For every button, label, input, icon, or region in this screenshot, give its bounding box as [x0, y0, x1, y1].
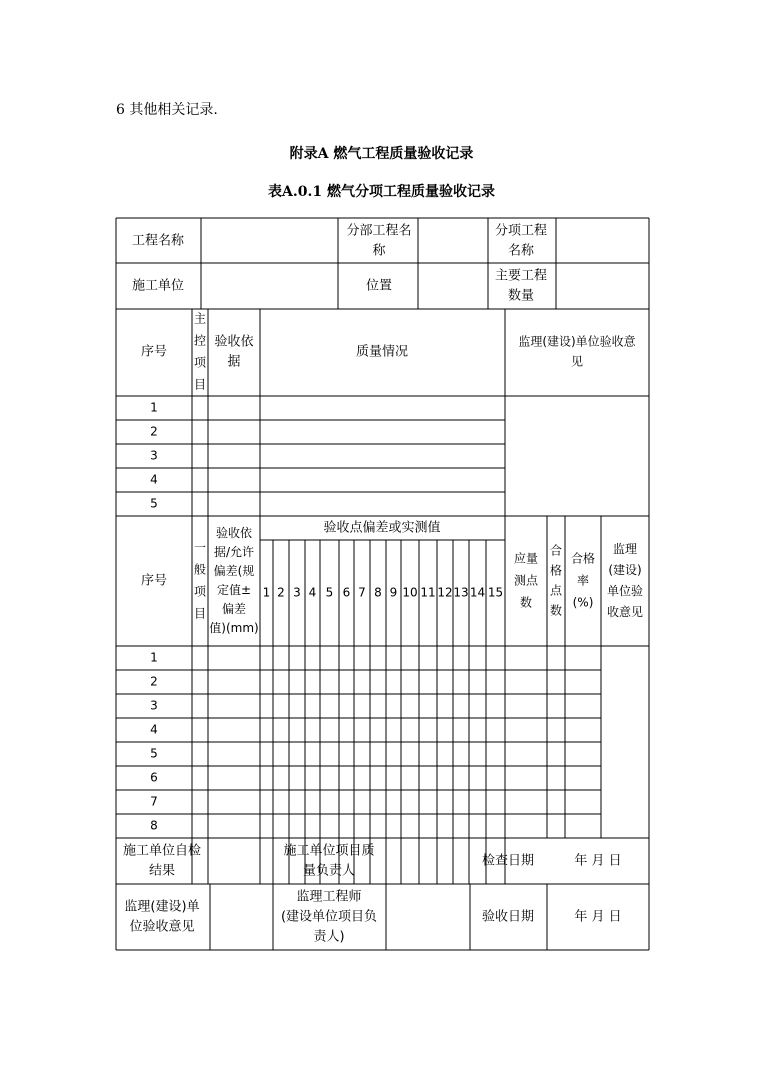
- label-quality-status: 质量情况: [355, 344, 409, 360]
- point-number: 13: [453, 585, 469, 600]
- label-should-measure-points: 测点: [513, 573, 539, 588]
- label-supervision-opinion-main: 见: [570, 354, 584, 369]
- label-basis-tolerance: 偏差: [221, 602, 247, 616]
- point-number: 4: [308, 585, 317, 600]
- label-basis-tolerance: 偏差(规: [213, 564, 255, 578]
- intro-text: 6 其他相关记录.: [116, 102, 218, 118]
- label-supervision-opinion-general: 单位验: [606, 584, 644, 598]
- label-main-quantity: 主要工程: [494, 268, 548, 284]
- label-seq-general: 序号: [140, 573, 168, 589]
- label-supervision-opinion-general: (建设): [608, 563, 642, 577]
- general-row-number: 8: [150, 818, 158, 833]
- label-general-item: 项: [193, 584, 207, 599]
- label-main-control-item: 主: [193, 311, 207, 326]
- label-division-name: 分部工程名: [346, 223, 412, 239]
- point-number: 9: [389, 585, 398, 600]
- point-number: 5: [325, 585, 334, 600]
- label-pass-rate: 率: [576, 573, 590, 588]
- label-self-check-result: 施工单位自检: [122, 843, 202, 859]
- label-supervising-engineer: 责人): [313, 929, 345, 945]
- label-general-item: 目: [193, 606, 207, 621]
- label-pass-rate: 合格: [570, 551, 596, 566]
- point-number: 6: [342, 585, 351, 600]
- label-main-quantity: 数量: [507, 288, 535, 304]
- label-subitem-name: 分项工程: [494, 223, 548, 239]
- main-row-number: 4: [150, 472, 158, 487]
- label-general-item: 一: [193, 540, 207, 555]
- main-row-number: 3: [150, 448, 158, 463]
- label-pass-rate: (%): [572, 595, 594, 610]
- label-acceptance-basis: 验收依: [214, 334, 254, 350]
- label-acceptance-basis: 据: [227, 354, 241, 370]
- label-main-control-item: 目: [193, 377, 207, 392]
- label-self-check-result: 结果: [148, 863, 176, 879]
- point-number: 8: [374, 585, 382, 600]
- label-acceptance-date: 验收日期: [481, 909, 535, 925]
- point-number: 7: [358, 585, 366, 600]
- label-should-measure-points: 数: [519, 595, 533, 610]
- point-number: 12: [437, 585, 453, 600]
- point-number: 2: [277, 585, 285, 600]
- label-supervising-engineer: 监理工程师: [296, 889, 362, 905]
- label-location: 位置: [365, 278, 393, 294]
- label-basis-tolerance: 验收依: [215, 526, 253, 540]
- general-row-number: 6: [150, 770, 158, 785]
- appendix-title: 附录A 燃气工程质量验收记录: [289, 146, 474, 162]
- main-row-number: 5: [150, 496, 158, 511]
- label-supervision-acceptance-opinion: 位验收意见: [129, 919, 195, 935]
- general-row-number: 1: [150, 650, 158, 665]
- point-number: 10: [402, 585, 418, 600]
- label-qualified-points: 格: [549, 563, 563, 578]
- label-construction-unit: 施工单位: [131, 278, 185, 294]
- label-qualified-points: 点: [549, 583, 563, 598]
- general-row-number: 3: [150, 698, 158, 713]
- label-main-control-item: 项: [193, 355, 207, 370]
- general-row-number: 5: [150, 746, 158, 761]
- label-seq-main: 序号: [140, 344, 168, 360]
- check-date-value: 年 月 日: [574, 853, 622, 869]
- label-qualified-points: 数: [549, 603, 563, 618]
- label-quality-person: 施工单位项目质: [283, 843, 375, 859]
- general-row-number: 2: [150, 674, 158, 689]
- point-number: 15: [487, 585, 504, 600]
- label-check-date: 检查日期: [481, 853, 535, 869]
- label-general-item: 般: [193, 562, 207, 577]
- label-project-name: 工程名称: [131, 233, 185, 249]
- acceptance-date-value: 年 月 日: [574, 909, 622, 925]
- main-row-number: 2: [150, 424, 158, 439]
- point-number: 14: [469, 585, 486, 600]
- label-basis-tolerance: 值)(mm): [209, 621, 259, 635]
- label-basis-tolerance: 据/允许: [213, 545, 255, 559]
- label-quality-person: 量负责人: [302, 863, 356, 879]
- label-supervision-opinion-general: 收意见: [606, 605, 644, 619]
- point-number: 3: [293, 585, 301, 600]
- point-number: 11: [420, 585, 436, 600]
- main-row-number: 1: [150, 400, 158, 415]
- general-row-number: 7: [150, 794, 158, 809]
- label-supervision-opinion-main: 监理(建设)单位验收意: [518, 334, 636, 349]
- label-acceptance-points: 验收点偏差或实测值: [323, 520, 441, 536]
- label-qualified-points: 合: [549, 543, 563, 558]
- label-division-name: 称: [372, 243, 386, 259]
- label-basis-tolerance: 定值±: [216, 583, 252, 597]
- table-title: 表A.0.1 燃气分项工程质量验收记录: [268, 184, 495, 200]
- label-subitem-name: 名称: [507, 243, 535, 259]
- point-number: 1: [262, 585, 271, 600]
- label-supervision-acceptance-opinion: 监理(建设)单: [124, 899, 200, 915]
- label-supervision-opinion-general: 监理: [612, 542, 638, 556]
- label-main-control-item: 控: [193, 333, 207, 348]
- label-should-measure-points: 应量: [513, 551, 539, 566]
- label-supervising-engineer: (建设单位项目负: [280, 909, 378, 925]
- general-row-number: 4: [150, 722, 158, 737]
